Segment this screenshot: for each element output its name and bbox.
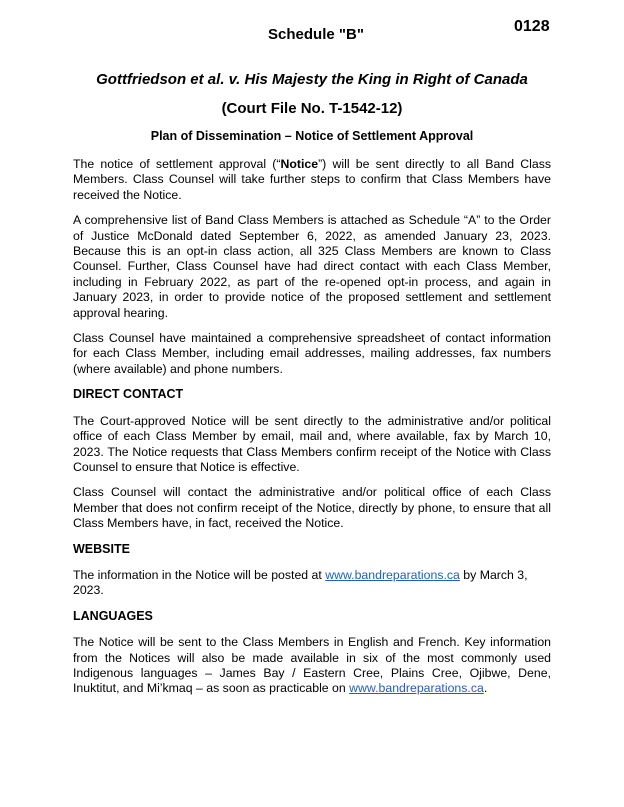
languages-website-link[interactable]: www.bandreparations.ca bbox=[349, 681, 484, 696]
document-body bbox=[73, 157, 551, 707]
notice-term: Notice bbox=[280, 157, 319, 171]
direct-contact-heading: DIRECT CONTACT bbox=[73, 387, 184, 402]
text: The Notice will be sent to the Class Members in English and French. Key information from the Notices will also be made available in six of the most commonly used Indigenous languages – James Bay / Eastern Cree, Plains Cree, Ojibwe, Dene, Inuktitut, and Mi’kmaq – as soon as practicable on bbox=[73, 635, 551, 696]
case-title: Gottfriedson et al. v. His Majesty the King in Right of Canada bbox=[96, 71, 528, 88]
intro-paragraph-2: A comprehensive list of Band Class Members is attached as Schedule “A” to the Order of Justice McDonald dated September 6, 2022, as amended January 23, 2023. Because this is an opt-in class action, all 325 Class Members are known to Class Counsel. Further, Class Counsel have had direct contact with each Class Member, including in February 2022, as part of the re-opened opt-in process, and again in January 2023, in order to provide notice of the proposed settlement and settlement approval hearing. bbox=[73, 213, 551, 320]
text: . bbox=[483, 681, 488, 696]
website-heading: WEBSITE bbox=[73, 541, 130, 556]
text: by March 3, 2023. bbox=[73, 567, 528, 598]
text: The information in the Notice will be posted at bbox=[73, 567, 326, 582]
languages-heading: LANGUAGES bbox=[73, 608, 153, 623]
direct-contact-paragraph-2: Class Counsel will contact the administrative and/or political office of each Class Member that does not confirm receipt of the Notice, directly by phone, to ensure that all Class Members have, in fact, received the Notice. bbox=[73, 485, 551, 531]
schedule-title: Schedule "B" bbox=[268, 26, 364, 43]
court-file-number: (Court File No. T-1542-12) bbox=[221, 100, 403, 117]
plan-title: Plan of Dissemination – Notice of Settlement Approval bbox=[150, 129, 474, 143]
page-number: 0128 bbox=[514, 18, 550, 35]
website-paragraph bbox=[73, 568, 551, 599]
intro-paragraph-3: Class Counsel have maintained a comprehensive spreadsheet of contact information for each Class Member, including email addresses, mailing addresses, fax numbers (where available) and phone numbers. bbox=[73, 331, 551, 376]
text: The notice of settlement approval (“ bbox=[73, 157, 281, 171]
text: ”) will be sent directly to all Band Class Members. Class Counsel will take further steps to confirm that Class Members have received the Notice. bbox=[73, 157, 551, 202]
direct-contact-paragraph-1: The Court-approved Notice will be sent directly to the administrative and/or political office of each Class Member by email, mail and, where available, fax by March 10, 2023. The Notice requests that Class Members confirm receipt of the Notice with Class Counsel to ensure that Notice is effective. bbox=[73, 413, 551, 474]
website-link[interactable]: www.bandreparations.ca bbox=[325, 567, 460, 582]
intro-paragraph-1 bbox=[73, 157, 551, 203]
languages-paragraph bbox=[73, 635, 551, 697]
